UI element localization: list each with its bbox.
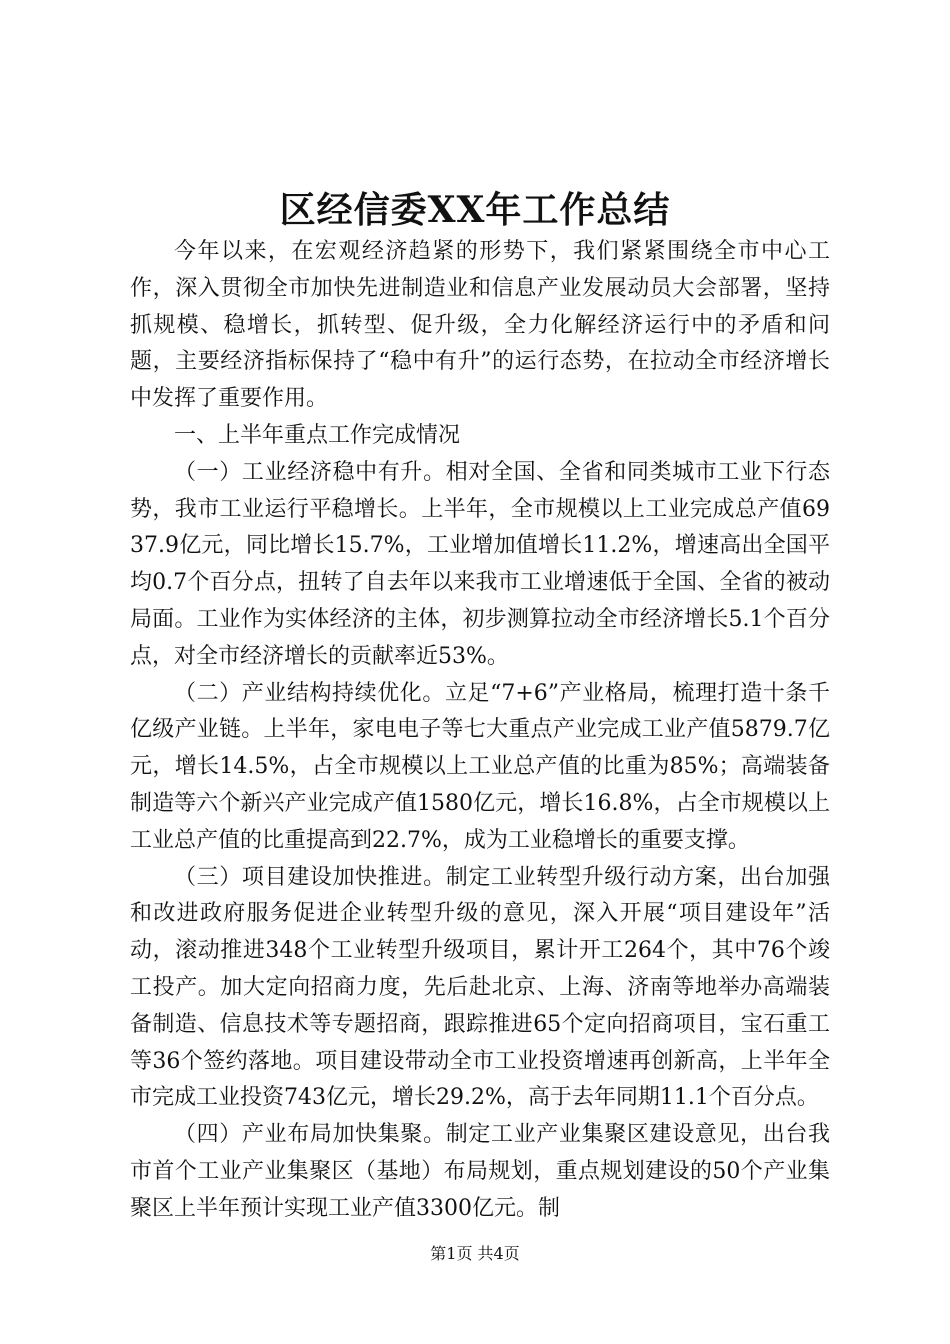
paragraph-project-construction: （三）项目建设加快推进。制定工业转型升级行动方案，出台加强和改进政府服务促进企业转型升级的意见，深入开展“项目建设年”活动，滚动推进348个工业转型升级项目，累计开工264个，其中76个竣工投产。加大定向招商力度，先后赴北京、上海、济南等地举办高端装备制造、信息技术等专题招商，跟踪推进65个定向招商项目，宝石重工等36个签约落地。项目建设带动全市工业投资增速再创新高，上半年全市完成工业投资743亿元，增长29.2%，高于去年同期11.1个百分点。	[130, 864, 830, 1111]
paragraph-industry-economy: （一）工业经济稳中有升。相对全国、全省和同类城市工业下行态势，我市工业运行平稳增长。上半年，全市规模以上工业完成总产值6937.9亿元，同比增长15.7%，工业增加值增长11.2%，增速高出全国平均0.7个百分点，扭转了自去年以来我市工业增速低于全国、全省的被动局面。工业作为实体经济的主体，初步测算拉动全市经济增长5.1个百分点，对全市经济增长的贡献率近53%。	[130, 459, 830, 669]
page-footer: 第1页 共4页	[430, 1244, 520, 1263]
section-heading-1: 一、上半年重点工作完成情况	[174, 422, 461, 448]
document-body	[130, 234, 830, 1228]
paragraph-intro: 今年以来，在宏观经济趋紧的形势下，我们紧紧围绕全市中心工作，深入贯彻全市加快先进制造业和信息产业发展动员大会部署，坚持抓规模、稳增长，抓转型、促升级，全力化解经济运行中的矛盾和问题，主要经济指标保持了“稳中有升”的运行态势，在拉动全市经济增长中发挥了重要作用。	[130, 239, 830, 412]
page-title: 区经信委XX年工作总结	[279, 189, 671, 231]
paragraph-industry-layout: （四）产业布局加快集聚。制定工业产业集聚区建设意见，出台我市首个工业产业集聚区（基地）布局规划，重点规划建设的50个产业集聚区上半年预计实现工业产值3300亿元。制	[130, 1122, 830, 1221]
paragraph-industry-structure: （二）产业结构持续优化。立足“7+6”产业格局，梳理打造十条千亿级产业链。上半年，家电电子等七大重点产业完成工业产值5879.7亿元，增长14.5%，占全市规模以上工业总产值的比重为85%；高端装备制造等六个新兴产业完成产值1580亿元，增长16.8%，占全市规模以上工业总产值的比重提高到22.7%，成为工业稳增长的重要支撑。	[130, 680, 830, 853]
